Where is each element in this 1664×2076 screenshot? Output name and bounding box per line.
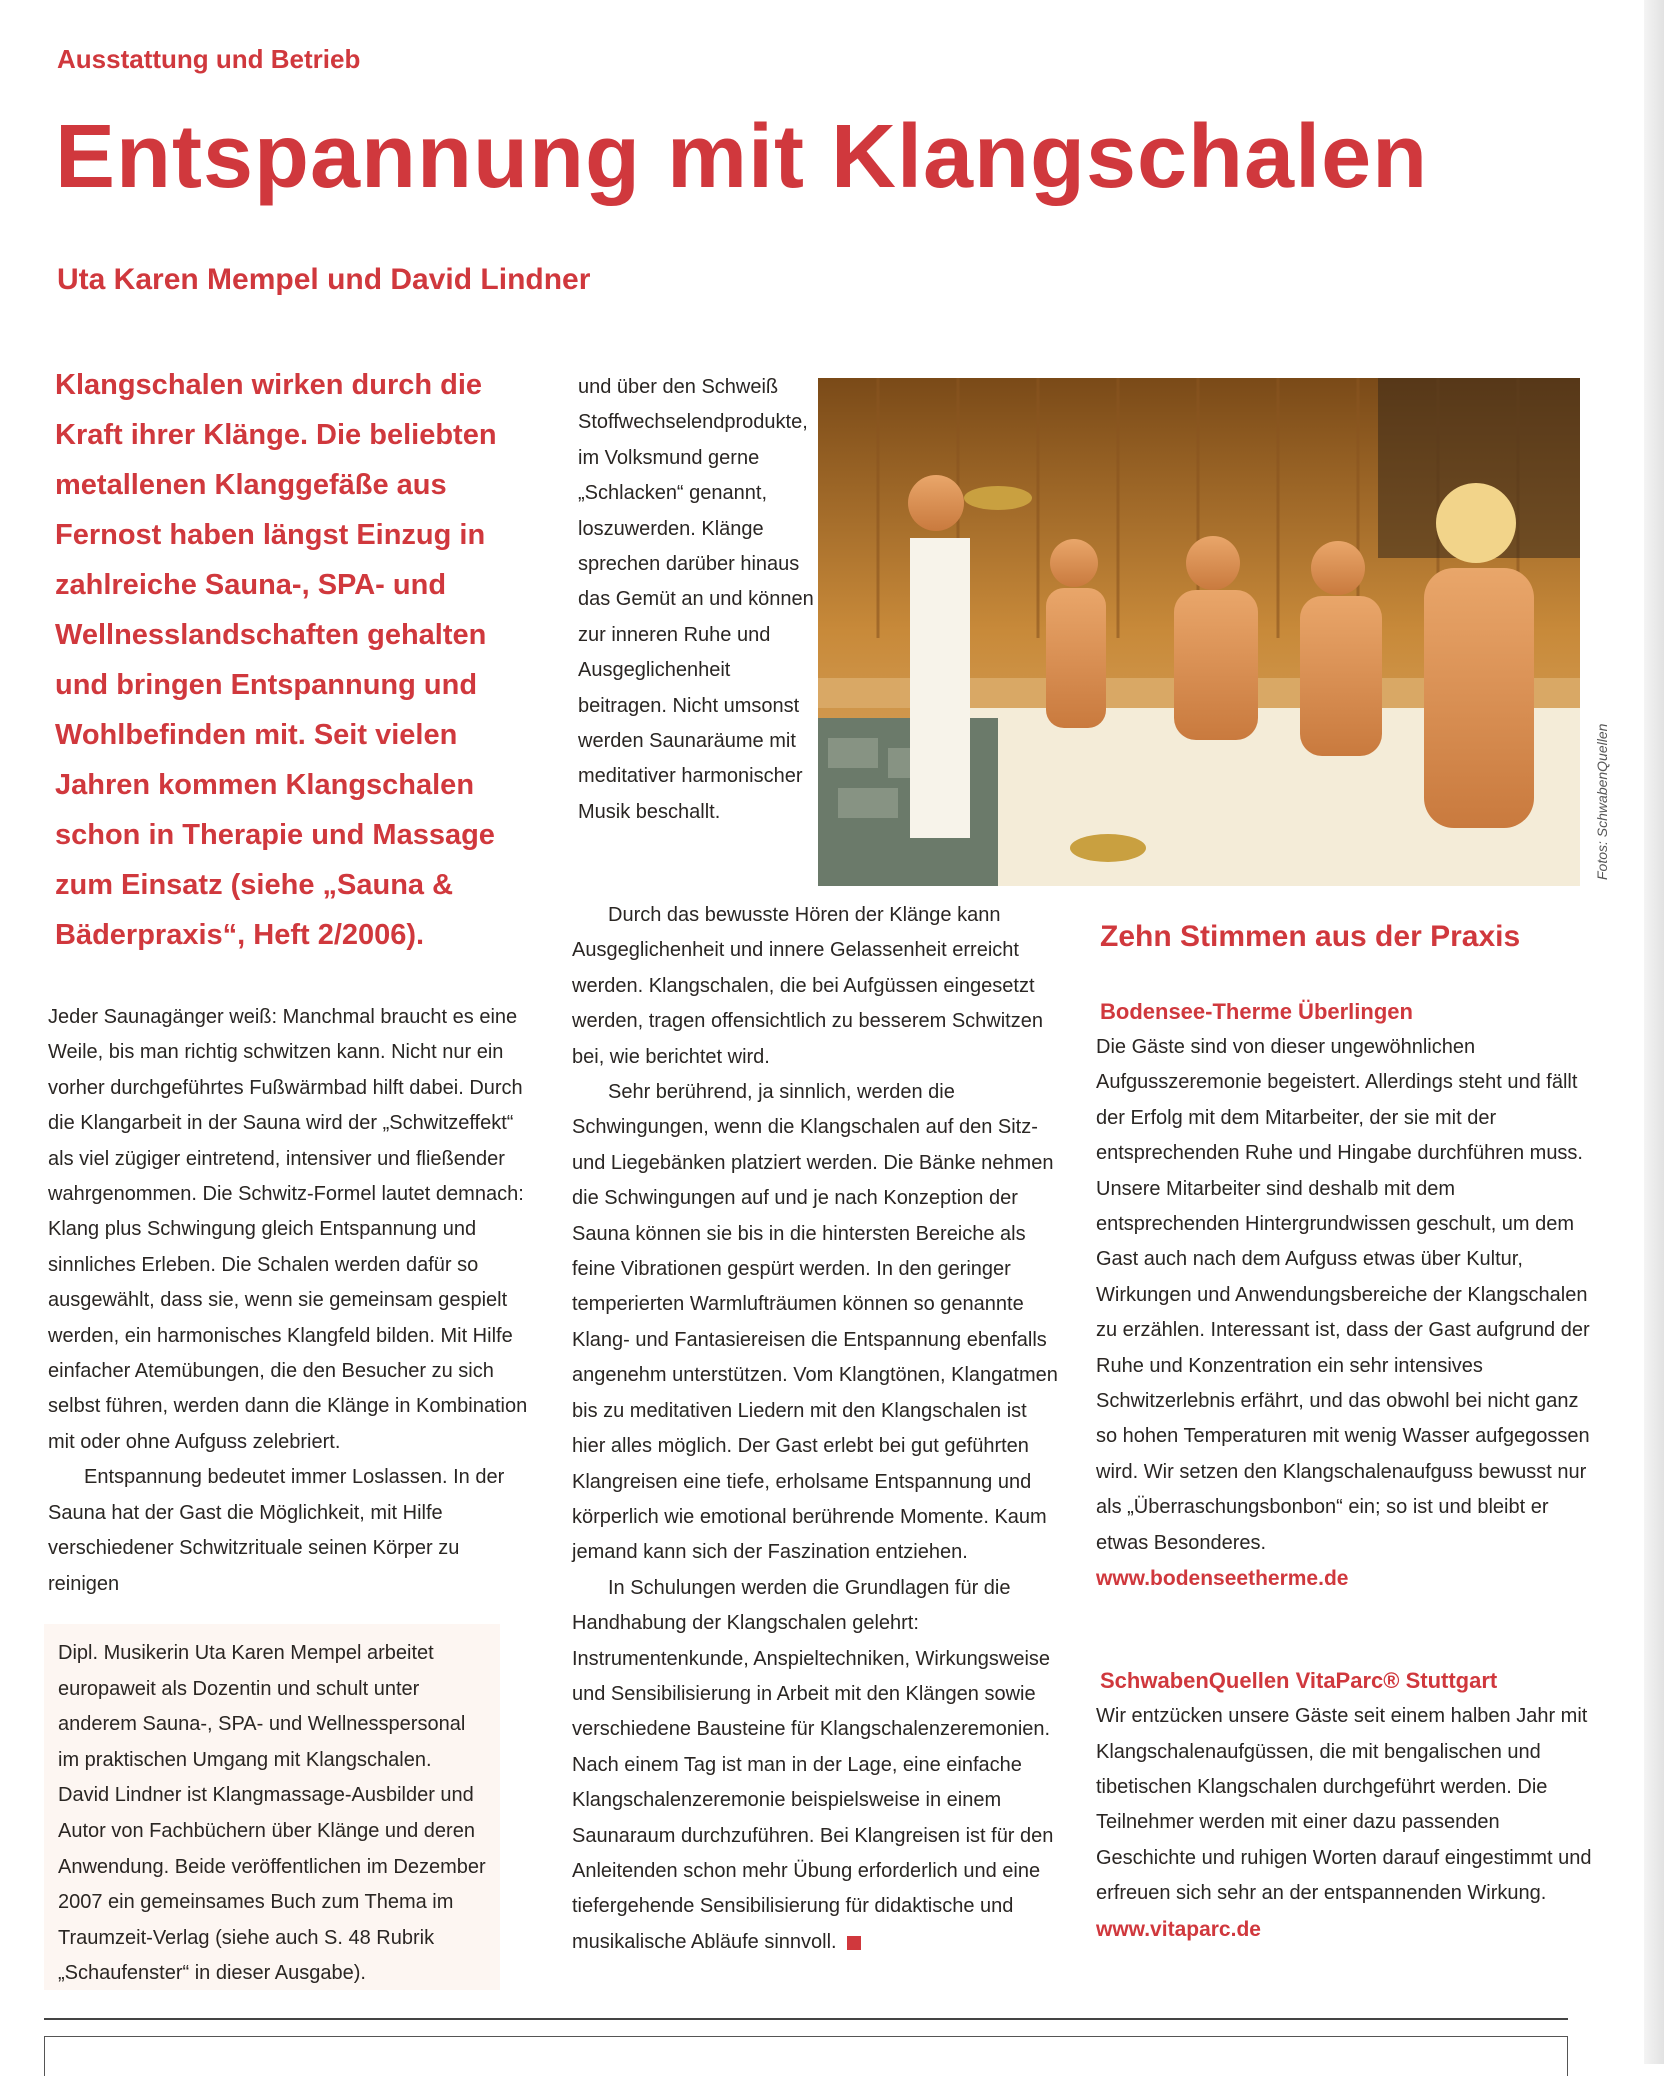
footer-rule <box>44 2018 1568 2020</box>
author-info-box <box>44 1624 500 1990</box>
article-authors: Uta Karen Mempel und David Lindner <box>57 263 591 296</box>
photo-credit: Fotos: SchwabenQuellen <box>1594 723 1610 880</box>
article-headline: Entspannung mit Klangschalen <box>55 107 1429 207</box>
section-label: Ausstattung und Betrieb <box>57 44 361 74</box>
body-paragraph <box>572 1571 1062 1960</box>
column-2-top: und über den Schweiß Stoffwechselendprodukte, im Volksmund gerne „Schlacken“ genannt, loszuwerden. Klänge sprechen darüber hinaus das Gemüt an und können zur inneren Ruhe und Ausgeglichenheit beitragen. Nicht umsonst werden Saunaräume mit meditativer harmonischer Musik beschallt. <box>578 376 814 823</box>
column-1-body <box>48 1000 528 1602</box>
body-paragraph: Sehr berührend, ja sinnlich, werden die Schwingungen, wenn die Klangschalen auf den Sitz- und Liegebänken platziert werden. Die Bänke nehmen die Schwingungen auf und je nach Konzeption der Sauna können sie bis in die hintersten Bereiche als feine Vibrationen gespürt werden. In den geringer temperierten Warmlufträumen können so genannte Klang- und Fantasiereisen die Entspannung ebenfalls angenehm unterstützen. Vom Klangtönen, Klangatmen bis zu meditativen Liedern mit den Klangschalen ist hier alles möglich. Der Gast erlebt bei gut geführten Klangreisen eine tiefe, erholsame Entspannung und körperlich wie emotional berührende Momente. Kaum jemand kann sich der Faszination entziehen. <box>572 1081 1058 1564</box>
body-paragraph-text: In Schulungen werden die Grundlagen für die Handhabung der Klangschalen gelehrt: Instrumentenkunde, Anspieltechniken, Wirkungsweise und Sensibilisierung in Arbeit mit den Klängen sowie verschiedene Bausteine für Klangschalenzeremonien. Nach einem Tag ist man in der Lage, eine einfache Klangschalenzeremonie beispielsweise in einem Saunaraum durchzuführen. Bei Klangreisen ist für den Anleitenden schon mehr Übung erforderlich und eine tiefergehende Sensibilisierung für didaktische und musikalische Abläufe sinnvoll. <box>572 1576 1054 1953</box>
footer-box <box>44 2036 1568 2076</box>
venue-block <box>1092 994 1592 1597</box>
body-paragraph: Durch das bewusste Hören der Klänge kann Ausgeglichenheit und innere Gelassenheit erreicht werden. Klangschalen, die bei Aufgüssen eingesetzt werden, tragen offensichtlich zu besserem Schwitzen bei, wie berichtet wird. <box>572 904 1043 1068</box>
column-2-body <box>572 898 1062 1960</box>
venue-title: SchwabenQuellen VitaParc® Stuttgart <box>1100 1668 1498 1694</box>
venue-link[interactable]: www.vitaparc.de <box>1096 1917 1261 1941</box>
venue-text: Die Gäste sind von dieser ungewöhnlichen Aufgusszeremonie begeistert. Allerdings steht und fällt der Erfolg mit dem Mitarbeiter, der sie mit der entsprechenden Ruhe und Hingabe durchführen muss. Unsere Mitarbeiter sind deshalb mit dem entsprechenden Hintergrundwissen geschult, um dem Gast auch nach dem Aufguss etwas über Kultur, Wirkungen und Anwendungsbereiche der Klangschalen zu erzählen. Interessant ist, dass der Gast aufgrund der Ruhe und Konzentration ein sehr intensives Schwitzerlebnis erfährt, und das obwohl bei nicht ganz so hohen Temperaturen mit wenig Wasser aufgegossen wird. Wir setzen den Klangschalenaufguss bewusst nur als „Überraschungsbonbon“ ein; so ist und bleibt er etwas Besonderes. <box>1096 1036 1590 1554</box>
sauna-photo-illustration <box>818 378 1580 886</box>
body-paragraph: Entspannung bedeutet immer Loslassen. In der Sauna hat der Gast die Möglichkeit, mit Hilfe verschiedener Schwitzrituale seinen Körper zu reinigen <box>48 1466 505 1595</box>
venue-text: Wir entzücken unsere Gäste seit einem halben Jahr mit Klangschalenaufgüssen, die mit bengalischen und tibetischen Klangschalen durchgeführt werden. Die Teilnehmer werden mit einer dazu passenden Geschichte und ruhigen Worten darauf eingestimmt und erfreuen sich sehr an der entspannenden Wirkung. <box>1096 1705 1592 1905</box>
venue-block <box>1092 1663 1592 1947</box>
author-info-text: Dipl. Musikerin Uta Karen Mempel arbeitet europaweit als Dozentin und schult unter anderem Sauna-, SPA- und Wellnesspersonal im praktischen Umgang mit Klangschalen. David Lindner ist Klangmassage-Ausbilder und Autor von Fachbüchern über Klänge und deren Anwendung. Beide veröffentlichen im Dezember 2007 ein gemeinsames Buch zum Thema im Traumzeit-Verlag (siehe auch S. 48 Rubrik „Schaufenster“ in dieser Ausgabe). <box>58 1642 486 1985</box>
venue-title: Bodensee-Therme Überlingen <box>1100 999 1413 1024</box>
lead-paragraph: Klangschalen wirken durch die Kraft ihrer Klänge. Die beliebten metallenen Klanggefäße aus Fernost haben längst Einzug in zahlreiche Sauna-, SPA- und Wellnesslandschaften gehalten und bringen Entspannung und Wohlbefinden mit. Seit vielen Jahren kommen Klangschalen schon in Therapie und Massage zum Einsatz (siehe „Sauna & Bäderpraxis“, Heft 2/2006). <box>55 369 497 951</box>
sidebar-heading: Zehn Stimmen aus der Praxis <box>1100 920 1521 953</box>
sidebar-voices <box>1092 920 1592 1948</box>
body-paragraph: Jeder Saunagänger weiß: Manchmal braucht es eine Weile, bis man richtig schwitzen kann. Nicht nur ein vorher durchgeführtes Fußwärmbad hilft dabei. Durch die Klangarbeit in der Sauna wird der „Schwitzeffekt“ als viel zügiger eintretend, intensiver und fließender wahrgenommen. Die Schwitz-Formel lautet demnach: Klang plus Schwingung gleich Entspannung und sinnliches Erleben. Die Schalen werden dafür so ausgewählt, dass sie, wenn sie gemeinsam gespielt werden, ein harmonisches Klangfeld bilden. Mit Hilfe einfacher Atemübungen, die den Besucher zu sich selbst führen, werden dann die Klänge in Kombination mit oder ohne Aufguss zelebriert. <box>48 1006 528 1453</box>
sauna-photo <box>818 378 1580 886</box>
end-mark-icon <box>847 1936 861 1950</box>
page-edge <box>1644 0 1664 2064</box>
venue-link[interactable]: www.bodenseetherme.de <box>1096 1567 1349 1591</box>
